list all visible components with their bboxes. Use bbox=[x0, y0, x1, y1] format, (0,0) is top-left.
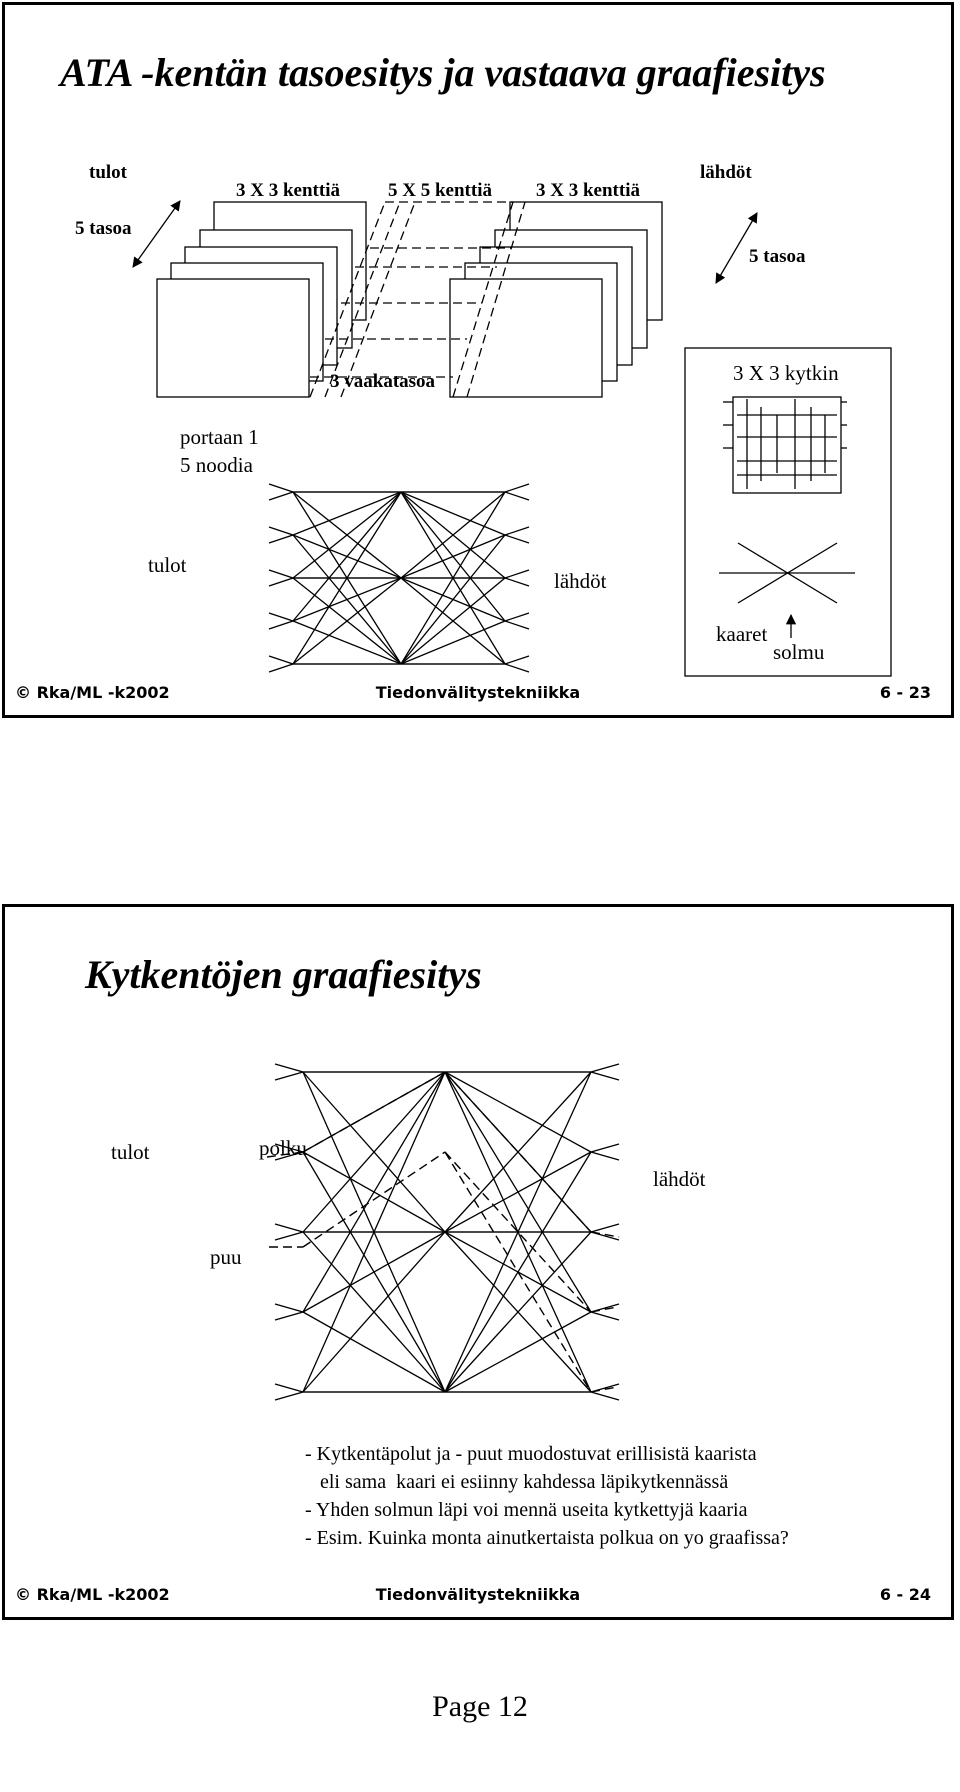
edge bbox=[401, 492, 505, 621]
stub bbox=[269, 570, 293, 578]
stub bbox=[591, 1392, 619, 1400]
stub bbox=[269, 535, 293, 543]
stub bbox=[505, 570, 529, 578]
middle-fields-label: 5 X 5 kenttiä bbox=[388, 180, 492, 201]
stub bbox=[505, 492, 529, 500]
stub bbox=[505, 535, 529, 543]
footer-course: Tiedonvälitystekniikka bbox=[375, 683, 581, 702]
edge bbox=[293, 621, 401, 664]
node-label: solmu bbox=[773, 640, 825, 664]
horizontal-planes-label: 3 vaakatasoa bbox=[330, 371, 436, 392]
stub bbox=[269, 484, 293, 492]
edge bbox=[293, 492, 401, 535]
edge bbox=[445, 1312, 591, 1392]
left-tasoa-arrow bbox=[133, 201, 180, 267]
stub bbox=[505, 613, 529, 621]
page-number: Page 12 bbox=[432, 1690, 528, 1723]
graph-outputs-label: lähdöt bbox=[554, 569, 607, 593]
edge bbox=[445, 1072, 591, 1152]
stub bbox=[591, 1312, 619, 1320]
bullet-item: - Kytkentäpolut ja - puut muodostuvat erillisistä kaarista bbox=[305, 1443, 757, 1465]
stub bbox=[591, 1224, 619, 1232]
edge bbox=[293, 492, 401, 621]
stub bbox=[591, 1144, 619, 1152]
graph-inputs-label: tulot bbox=[111, 1140, 150, 1164]
edge bbox=[401, 621, 505, 664]
footer-page-number: 6 - 23 bbox=[879, 683, 931, 702]
bullet-item: eli sama kaari ei esiinny kahdessa läpikytkennässä bbox=[305, 1471, 729, 1493]
edge bbox=[293, 578, 401, 621]
stub bbox=[275, 1232, 303, 1240]
stub bbox=[505, 578, 529, 586]
stub bbox=[269, 527, 293, 535]
edge bbox=[303, 1312, 445, 1392]
stub bbox=[269, 621, 293, 629]
slide-6-23 bbox=[2, 2, 954, 718]
stub bbox=[269, 664, 293, 672]
stub bbox=[505, 527, 529, 535]
edge bbox=[303, 1072, 445, 1312]
edge bbox=[303, 1232, 445, 1312]
ata-field-diagram bbox=[5, 5, 951, 715]
graph-outputs-label: lähdöt bbox=[653, 1167, 706, 1191]
stub bbox=[269, 578, 293, 586]
stub bbox=[275, 1072, 303, 1080]
slide-title: ATA -kentän tasoesitys ja vastaava graafiesitys bbox=[60, 50, 826, 95]
stub bbox=[269, 613, 293, 621]
tree-label: puu bbox=[210, 1245, 242, 1269]
stub bbox=[505, 656, 529, 664]
stub bbox=[275, 1384, 303, 1392]
path-label: polku bbox=[259, 1136, 307, 1160]
stub bbox=[275, 1064, 303, 1072]
right-fields-label: 3 X 3 kenttiä bbox=[536, 180, 640, 201]
stub bbox=[275, 1312, 303, 1320]
footer-copyright: © Rka/ML -k2002 bbox=[15, 1585, 170, 1604]
stage-label-line1: portaan 1 bbox=[180, 425, 259, 449]
left-plane bbox=[157, 279, 309, 397]
bullet-item: - Esim. Kuinka monta ainutkertaista polkua on yo graafissa? bbox=[305, 1527, 789, 1549]
slide-footer bbox=[5, 1585, 951, 1607]
switch-label: 3 X 3 kytkin bbox=[733, 361, 839, 385]
edge bbox=[401, 492, 505, 535]
outputs-label: lähdöt bbox=[700, 162, 752, 183]
edges-label: kaaret bbox=[716, 622, 768, 646]
stub bbox=[505, 621, 529, 629]
stub bbox=[269, 492, 293, 500]
footer-course: Tiedonvälitystekniikka bbox=[375, 1585, 581, 1604]
left-layers-label: 5 tasoa bbox=[75, 218, 132, 239]
edge bbox=[445, 1072, 591, 1312]
footer-page-number: 6 - 24 bbox=[879, 1585, 931, 1604]
edge bbox=[303, 1072, 445, 1152]
stub bbox=[275, 1392, 303, 1400]
bullet-item: - Yhden solmun läpi voi mennä useita kytkettyjä kaaria bbox=[305, 1499, 748, 1521]
right-layers-label: 5 tasoa bbox=[749, 246, 806, 267]
stub bbox=[505, 664, 529, 672]
slide-6-24 bbox=[2, 904, 954, 1620]
stub bbox=[269, 656, 293, 664]
graph-inputs-label: tulot bbox=[148, 553, 187, 577]
bullet-list bbox=[305, 1440, 789, 1552]
edge bbox=[401, 578, 505, 621]
stub bbox=[591, 1072, 619, 1080]
slide-title: Kytkentöjen graafiesitys bbox=[85, 952, 482, 997]
slide-footer bbox=[5, 683, 951, 705]
stub bbox=[275, 1224, 303, 1232]
left-fields-label: 3 X 3 kenttiä bbox=[236, 180, 340, 201]
stage-label-line2: 5 noodia bbox=[180, 453, 253, 477]
stub bbox=[591, 1152, 619, 1160]
inputs-label: tulot bbox=[89, 162, 127, 183]
stub bbox=[591, 1064, 619, 1072]
stub bbox=[275, 1304, 303, 1312]
footer-copyright: © Rka/ML -k2002 bbox=[15, 683, 170, 702]
stub bbox=[505, 484, 529, 492]
